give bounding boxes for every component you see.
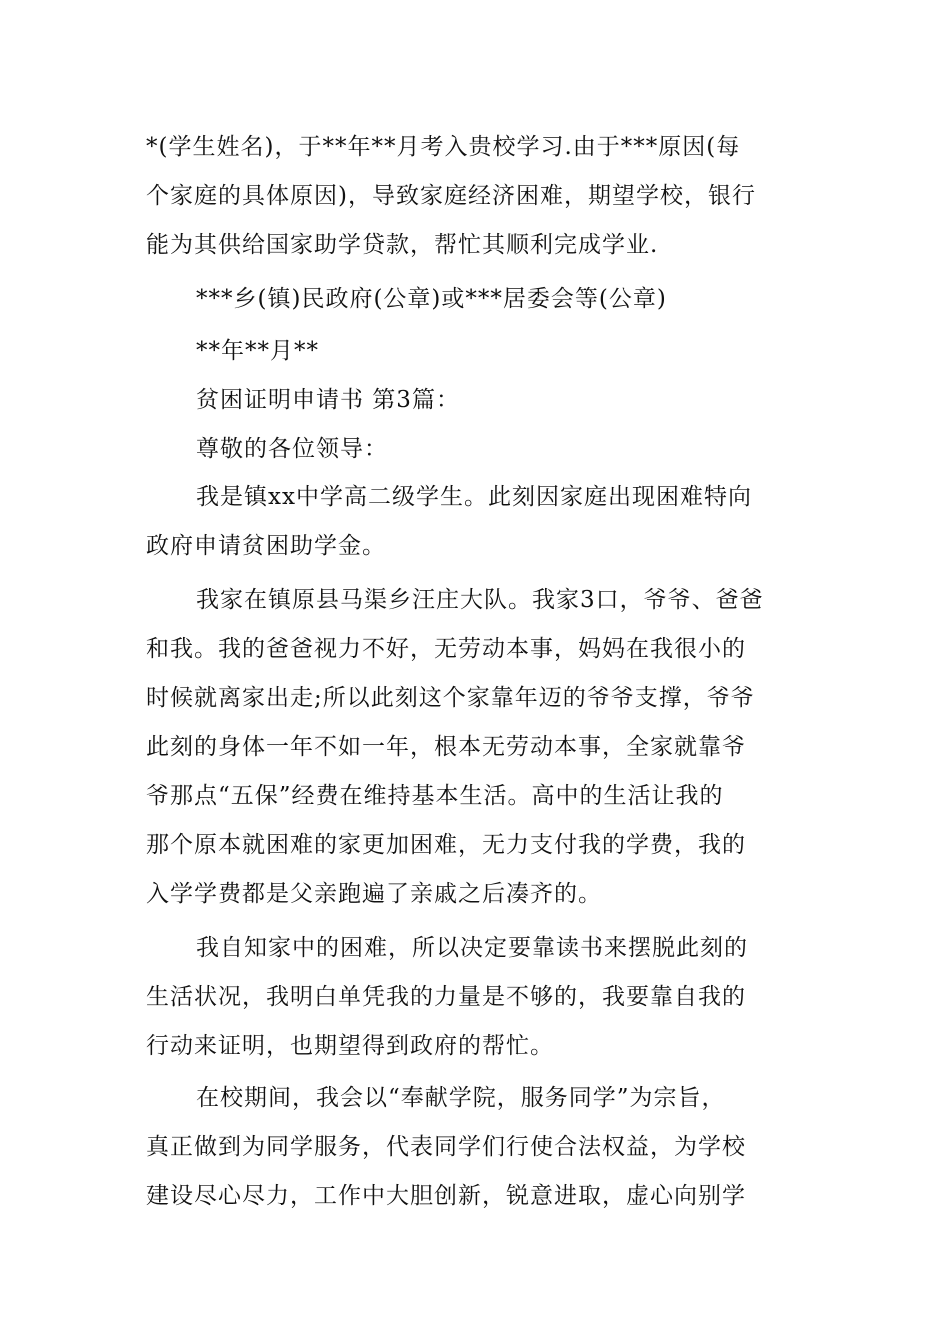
intro-line-1: *(学生姓名)，于**年**月考入贵校学习.由于***原因(每 — [146, 134, 741, 160]
paragraph-2-line-5: 爷那点“五保”经费在维持基本生活。高中的生活让我的 — [146, 783, 724, 809]
paragraph-3-line-1: 我自知家中的困难，所以决定要靠读书来摆脱此刻的 — [196, 935, 748, 961]
paragraph-2-line-2: 和我。我的爸爸视力不好，无劳动本事，妈妈在我很小的 — [146, 636, 746, 662]
date-line: **年**月** — [196, 338, 319, 364]
paragraph-1-line-1: 我是镇xx中学高二级学生。此刻因家庭出现困难特向 — [196, 484, 752, 510]
paragraph-2-line-1: 我家在镇原县马渠乡汪庄大队。我家3口，爷爷、爸爸 — [196, 587, 764, 613]
paragraph-2-line-4: 此刻的身体一年不如一年，根本无劳动本事，全家就靠爷 — [146, 734, 746, 760]
paragraph-4-line-3: 建设尽心尽力，工作中大胆创新，锐意进取，虚心向别学 — [146, 1183, 746, 1209]
paragraph-2-line-7: 入学学费都是父亲跑遍了亲戚之后凑齐的。 — [146, 881, 602, 907]
salutation: 尊敬的各位领导： — [196, 436, 388, 462]
paragraph-4-line-1: 在校期间，我会以“奉献学院，服务同学”为宗旨， — [196, 1085, 726, 1111]
paragraph-3-line-2: 生活状况，我明白单凭我的力量是不够的，我要靠自我的 — [146, 984, 746, 1010]
paragraph-1-line-2: 政府申请贫困助学金。 — [146, 533, 386, 559]
intro-line-3: 能为其供给国家助学贷款，帮忙其顺利完成学业. — [146, 232, 659, 258]
seal-line: ***乡(镇)民政府(公章)或***居委会等(公章) — [196, 286, 667, 312]
paragraph-3-line-3: 行动来证明，也期望得到政府的帮忙。 — [146, 1033, 554, 1059]
paragraph-4-line-2: 真正做到为同学服务，代表同学们行使合法权益，为学校 — [146, 1134, 746, 1160]
section-title: 贫困证明申请书 第3篇： — [196, 387, 460, 413]
paragraph-2-line-3: 时候就离家出走;所以此刻这个家靠年迈的爷爷支撑，爷爷 — [146, 685, 755, 711]
intro-line-2: 个家庭的具体原因)，导致家庭经济困难，期望学校，银行 — [146, 183, 756, 209]
paragraph-2-line-6: 那个原本就困难的家更加困难，无力支付我的学费，我的 — [146, 832, 746, 858]
